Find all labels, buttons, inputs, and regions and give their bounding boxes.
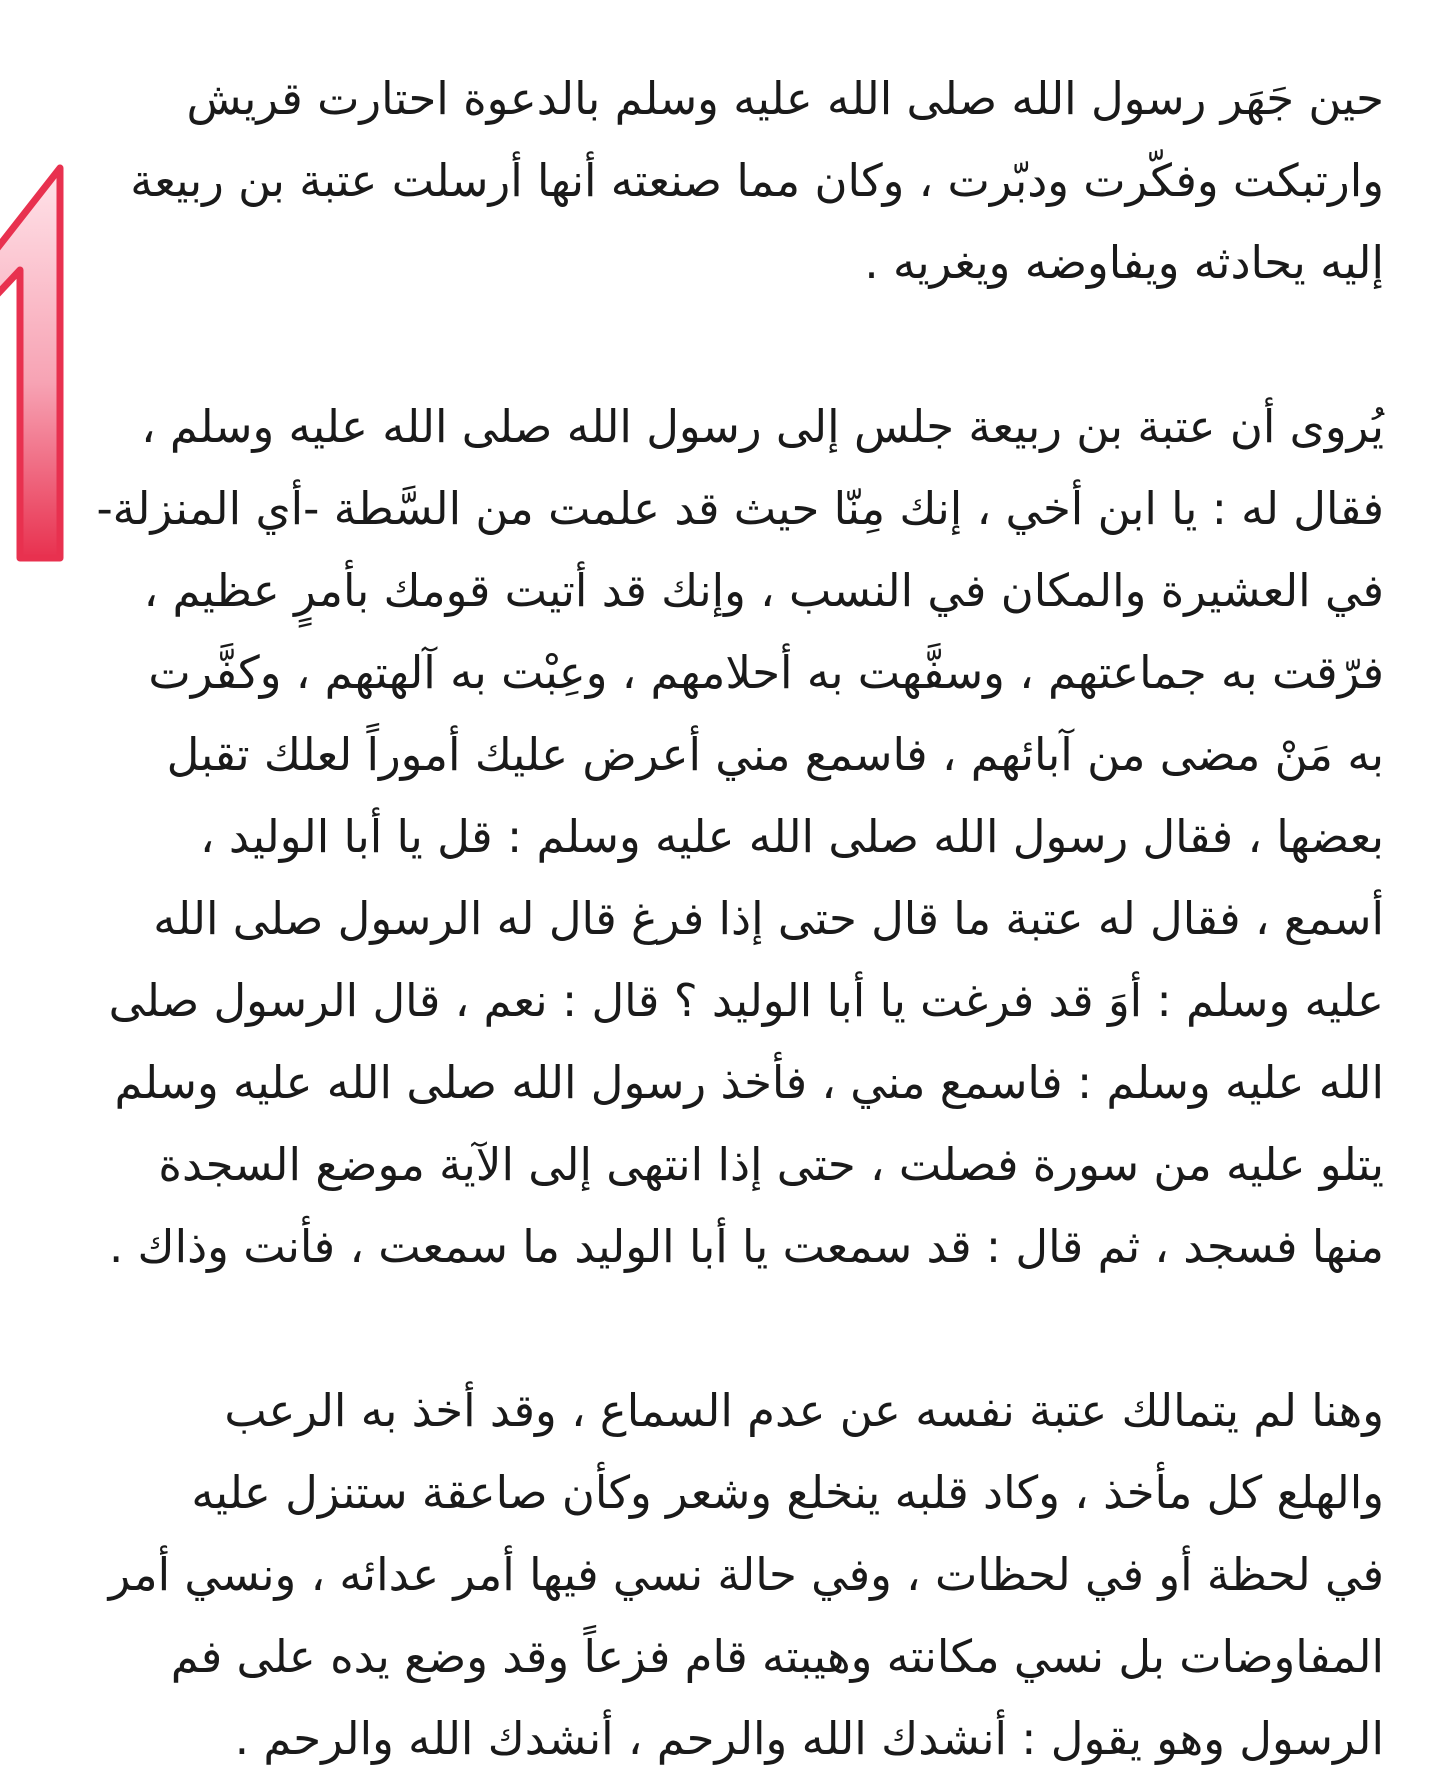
text-line: الرسول وهو يقول : أنشدك الله والرحم ، أنشدك الله والرحم . <box>234 1712 1384 1765</box>
text-line: يتلو عليه من سورة فصلت ، حتى إذا انتهى إلى الآية موضع السجدة <box>158 1138 1384 1191</box>
text-line: الله عليه وسلم : فاسمع مني ، فأخذ رسول الله صلى الله عليه وسلم <box>114 1056 1384 1109</box>
text-line: عليه وسلم : أوَ قد فرغت يا أبا الوليد ؟ قال : نعم ، قال الرسول صلى <box>108 974 1384 1027</box>
text-line: في لحظة أو في لحظات ، وفي حالة نسي فيها أمر عدائه ، ونسي أمر <box>108 1548 1384 1601</box>
text-line: في العشيرة والمكان في النسب ، وإنك قد أتيت قومك بأمرٍ عظيم ، <box>143 564 1384 617</box>
paragraph-story <box>44 386 1384 1288</box>
text-line: والهلع كل مأخذ ، وكاد قلبه ينخلع وشعر وكأن صاعقة ستنزل عليه <box>191 1466 1384 1519</box>
paragraph-conclusion <box>44 1370 1384 1780</box>
text-line: فقال له : يا ابن أخي ، إنك مِنّا حيث قد علمت من السَّطة -أي المنزلة- <box>96 482 1384 535</box>
text-line: يُروى أن عتبة بن ربيعة جلس إلى رسول الله صلى الله عليه وسلم ، <box>141 400 1384 453</box>
text-line: المفاوضات بل نسي مكانته وهيبته قام فزعاً وقد وضع يده على فم <box>170 1630 1384 1683</box>
text-line: أسمع ، فقال له عتبة ما قال حتى إذا فرغ قال له الرسول صلى الله <box>153 892 1384 945</box>
text-line: إليه يحادثه ويفاوضه ويغريه . <box>864 236 1384 289</box>
text-line: فرّقت به جماعتهم ، وسفَّهت به أحلامهم ، وعِبْت به آلهتهم ، وكفَّرت <box>148 646 1384 699</box>
text-line: منها فسجد ، ثم قال : قد سمعت يا أبا الوليد ما سمعت ، فأنت وذاك . <box>108 1220 1384 1273</box>
paragraph-intro <box>44 58 1384 304</box>
text-line: حين جَهَر رسول الله صلى الله عليه وسلم بالدعوة احتارت قريش <box>186 72 1384 125</box>
text-line: بعضها ، فقال رسول الله صلى الله عليه وسلم : قل يا أبا الوليد ، <box>200 810 1384 863</box>
text-line: وهنا لم يتمالك عتبة نفسه عن عدم السماع ، وقد أخذ به الرعب <box>224 1384 1384 1437</box>
text-line: وارتبكت وفكّرت ودبّرت ، وكان مما صنعته أنها أرسلت عتبة بن ربيعة <box>130 154 1384 207</box>
text-line: به مَنْ مضى من آبائهم ، فاسمع مني أعرض عليك أموراً لعلك تقبل <box>166 728 1384 781</box>
